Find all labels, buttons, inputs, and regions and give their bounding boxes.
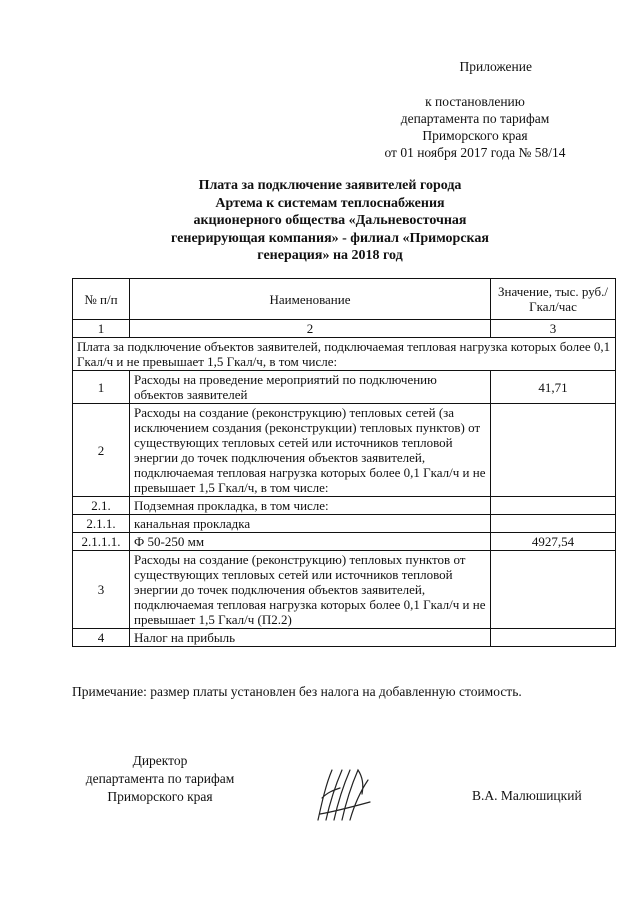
row-num: 2.1.1.: [73, 515, 130, 533]
tariff-table: [72, 278, 616, 647]
table-row: [73, 629, 616, 647]
row-name: Ф 50-250 мм: [130, 533, 491, 551]
row-value: [491, 515, 616, 533]
row-num: 4: [73, 629, 130, 647]
row-value: 4927,54: [491, 533, 616, 551]
title-line: Плата за подключение заявителей города: [198, 178, 462, 193]
header-name: Наименование: [130, 279, 491, 320]
annex-reference: [360, 93, 590, 161]
table-row: [73, 404, 616, 497]
row-value: [491, 551, 616, 629]
signatory-title-line: Приморского края: [107, 789, 213, 804]
table-row: [73, 497, 616, 515]
header-value: Значение, тыс. руб./Гкал/час: [491, 279, 616, 320]
section-text: Плата за подключение объектов заявителей, подключаемая тепловая нагрузка которых более 0,1 Гкал/ч и не превышает 1,5 Гкал/ч, в том числе:: [73, 338, 616, 371]
table-index-row: [73, 320, 616, 338]
signatory-title-line: Директор: [132, 753, 188, 768]
header-num: № п/п: [73, 279, 130, 320]
index-cell: 1: [73, 320, 130, 338]
title-line: Артема к системам теплоснабжения: [215, 195, 445, 211]
signatory-name: В.А. Малюшицкий: [472, 788, 582, 803]
annex-line: к постановлению: [425, 94, 525, 109]
row-value: [491, 404, 616, 497]
annex-line: от 01 ноября 2017 года № 58/14: [384, 145, 566, 160]
row-name: Расходы на создание (реконструкцию) тепловых пунктов от существующих тепловых сетей или источников тепловой энергии до точек подключения объектов заявителей, подключаемая тепловая нагрузка которых более 0,1 Гкал/ч и не превышает 1,5 Гкал/ч (П2.2): [130, 551, 491, 629]
table-header-row: [73, 279, 616, 320]
row-num: 2: [73, 404, 130, 497]
row-value: [491, 497, 616, 515]
row-name: Налог на прибыль: [130, 629, 491, 647]
row-num: 2.1.: [73, 497, 130, 515]
table-section-row: [73, 338, 616, 371]
signatory-title: [60, 752, 260, 806]
row-value: 41,71: [491, 371, 616, 404]
row-name: Расходы на проведение мероприятий по подключению объектов заявителей: [130, 371, 491, 404]
title-line: генерирующая компания» - филиал «Приморская: [171, 230, 489, 246]
table-row: [73, 551, 616, 629]
row-name: Расходы на создание (реконструкцию) тепловых сетей (за исключением создания (реконструкции) тепловых пунктов) от существующих тепловых сетей или источников тепловой энергии до точек подключения объектов заявителей, подключаемая тепловая нагрузка которых более 0,1 Гкал/ч и не превышает 1,5 Гкал/ч, в том числе:: [130, 404, 491, 497]
vat-note: Примечание: размер платы установлен без налога на добавленную стоимость.: [72, 684, 522, 699]
signatory-title-line: департамента по тарифам: [85, 771, 235, 786]
row-num: 2.1.1.1.: [73, 533, 130, 551]
title-line: акционерного общества «Дальневосточная: [193, 213, 467, 228]
table-row: [73, 533, 616, 551]
title-line: генерация» на 2018 год: [257, 248, 403, 263]
document-title: [140, 177, 520, 265]
index-cell: 3: [491, 320, 616, 338]
annex-line: департамента по тарифам: [400, 111, 550, 126]
row-name: канальная прокладка: [130, 515, 491, 533]
index-cell: 2: [130, 320, 491, 338]
table-row: [73, 371, 616, 404]
row-value: [491, 629, 616, 647]
table-row: [73, 515, 616, 533]
row-num: 1: [73, 371, 130, 404]
row-num: 3: [73, 551, 130, 629]
annex-line: Приморского края: [422, 128, 528, 143]
annex-heading: Приложение: [459, 59, 532, 74]
row-name: Подземная прокладка, в том числе:: [130, 497, 491, 515]
handwritten-signature: [312, 762, 376, 826]
